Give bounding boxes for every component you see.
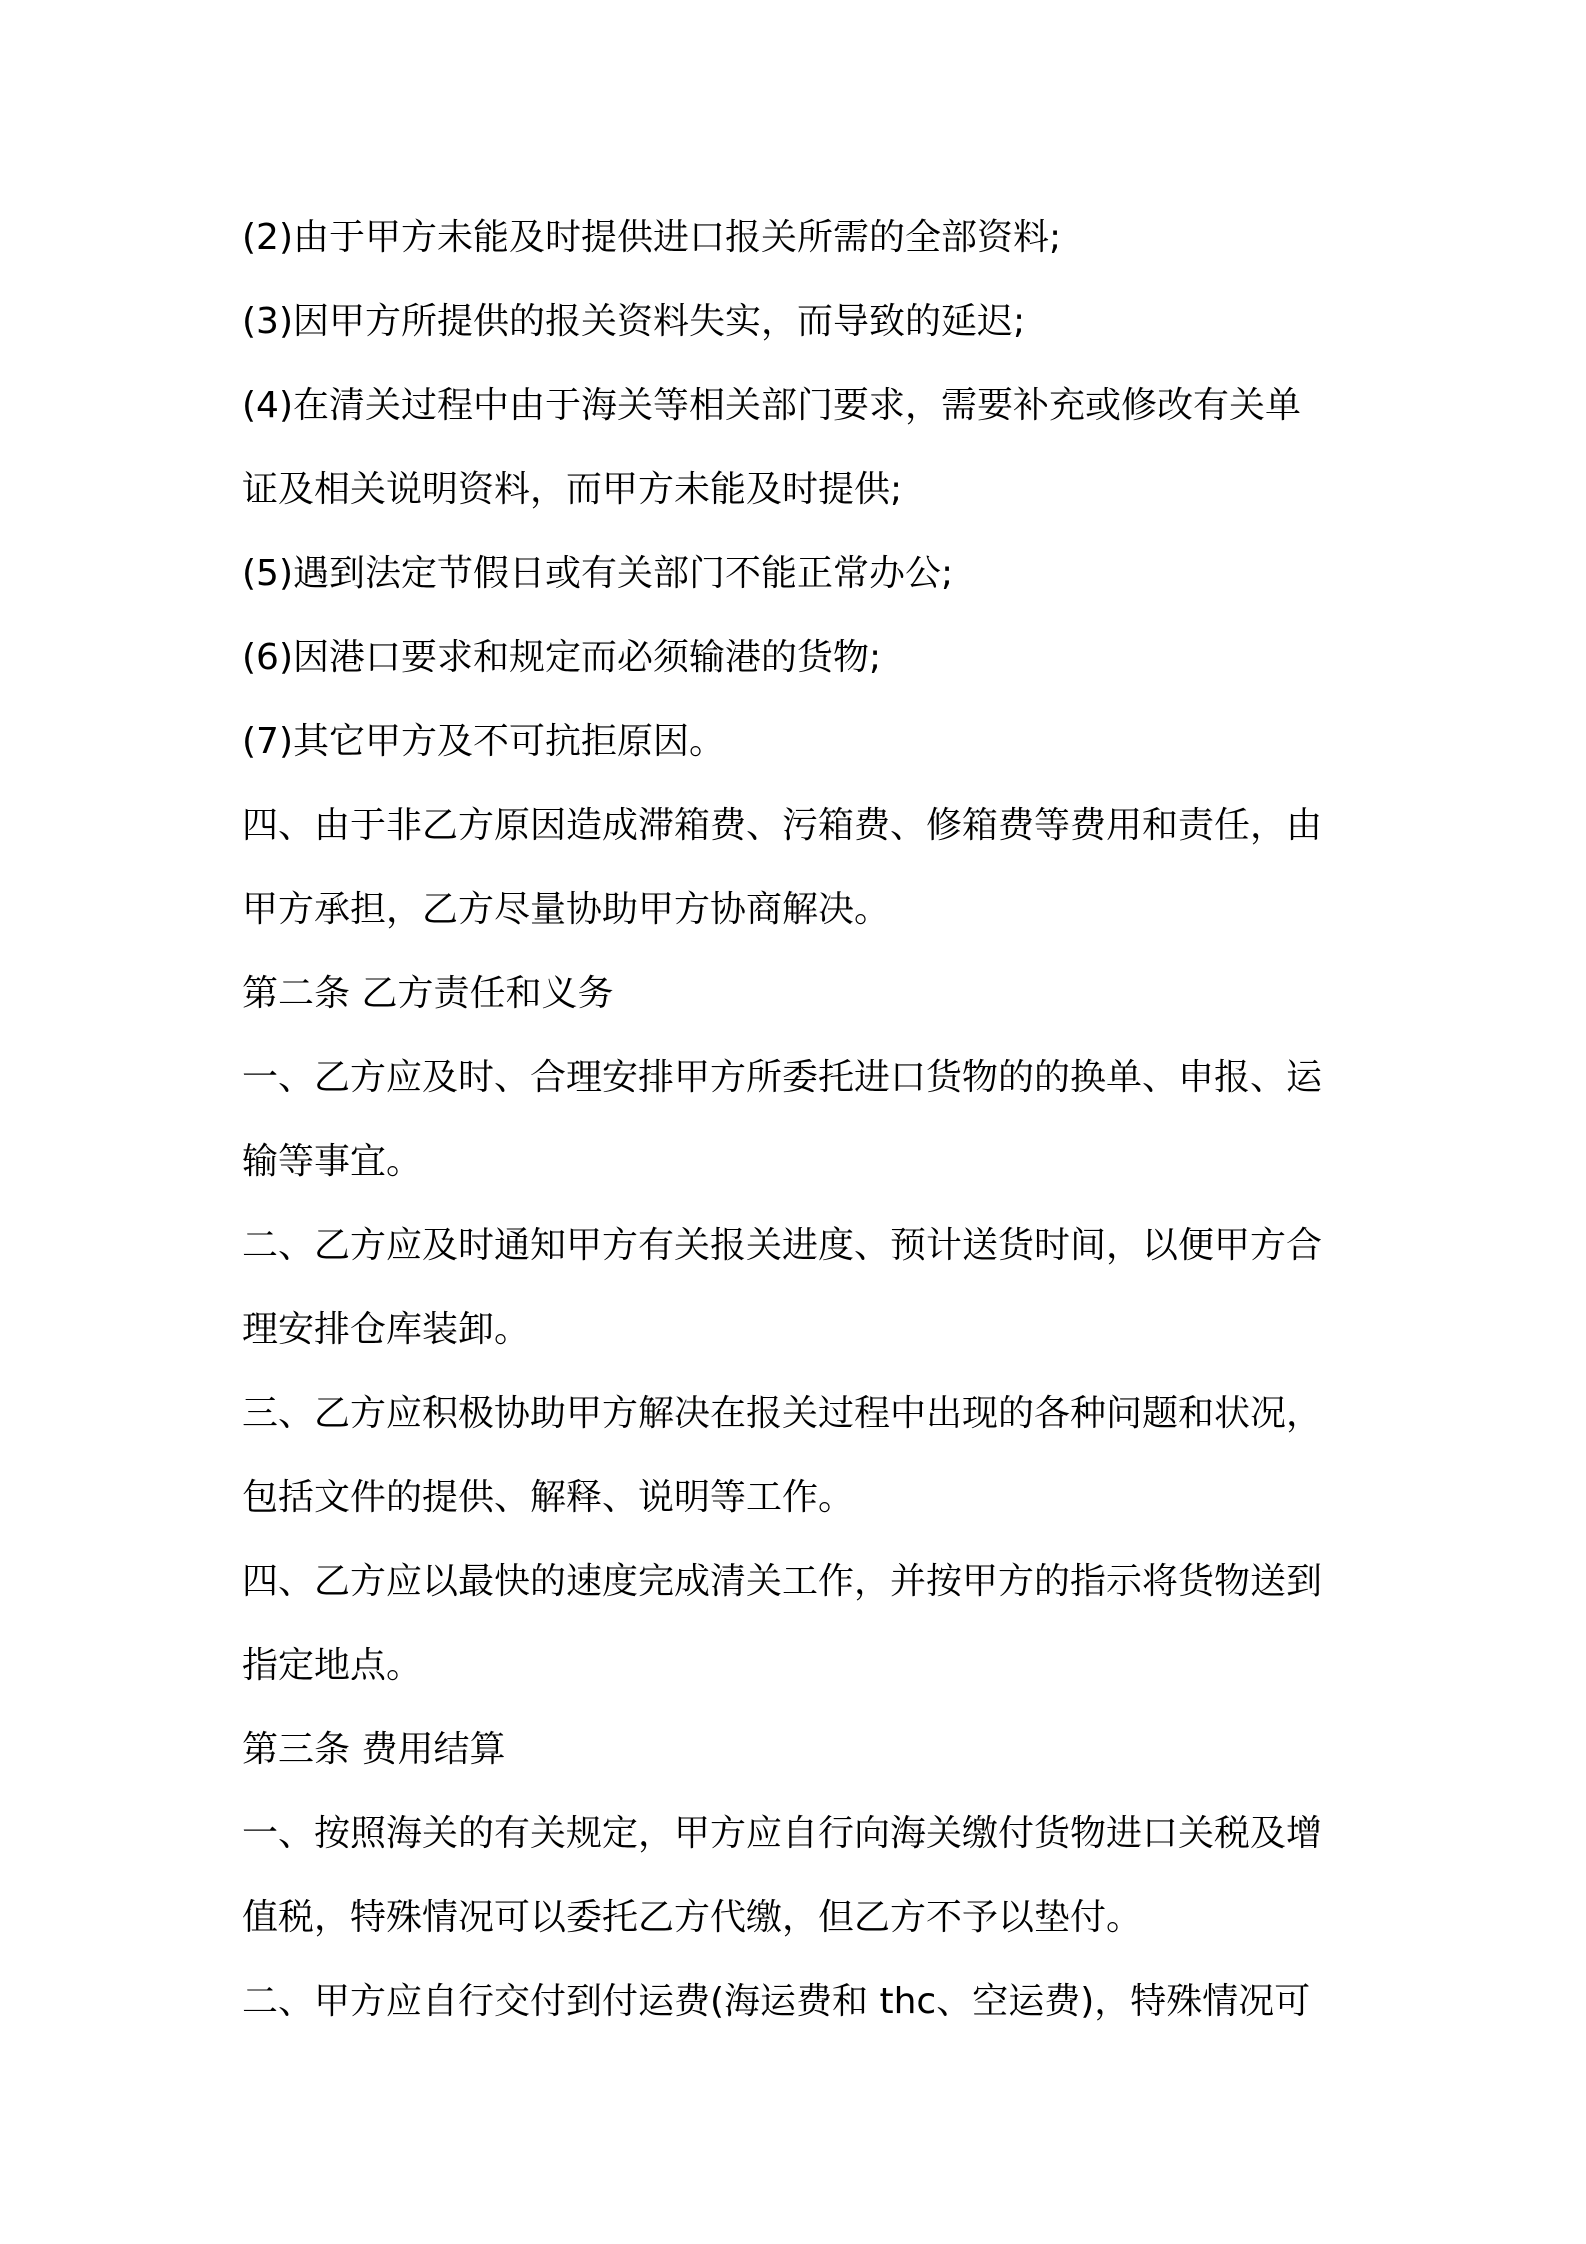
text-line-6: (6)因港口要求和规定而必须输港的货物; — [242, 637, 882, 678]
text-line-4: 证及相关说明资料，而甲方未能及时提供; — [242, 469, 903, 510]
text-line-13: 二、乙方应及时通知甲方有关报关进度、预计送货时间，以便甲方合 — [242, 1225, 1323, 1266]
text-line-1: (2)由于甲方未能及时提供进口报关所需的全部资料; — [242, 217, 1062, 258]
text-line-11: 一、乙方应及时、合理安排甲方所委托进口货物的的换单、申报、运 — [242, 1057, 1323, 1098]
text-line-14: 理安排仓库装卸。 — [242, 1309, 531, 1350]
text-line-12: 输等事宜。 — [242, 1141, 423, 1182]
text-line-7: (7)其它甲方及不可抗拒原因。 — [242, 721, 725, 762]
text-line-15: 三、乙方应积极协助甲方解决在报关过程中出现的各种问题和状况， — [242, 1393, 1323, 1434]
text-line-18: 指定地点。 — [242, 1645, 423, 1686]
section-heading-article-3: 第三条 费用结算 — [242, 1729, 506, 1770]
document-body — [242, 196, 1372, 2044]
text-line-9: 甲方承担，乙方尽量协助甲方协商解决。 — [242, 889, 891, 930]
text-line-8: 四、由于非乙方原因造成滞箱费、污箱费、修箱费等费用和责任，由 — [242, 805, 1323, 846]
text-line-3: (4)在清关过程中由于海关等相关部门要求，需要补充或修改有关单 — [242, 385, 1301, 426]
text-line-21: 值税，特殊情况可以委托乙方代缴，但乙方不予以垫付。 — [242, 1897, 1143, 1938]
text-line-2: (3)因甲方所提供的报关资料失实，而导致的延迟; — [242, 301, 1026, 342]
text-line-17: 四、乙方应以最快的速度完成清关工作，并按甲方的指示将货物送到 — [242, 1561, 1323, 1602]
text-line-22: 二、甲方应自行交付到付运费(海运费和 thc、空运费)，特殊情况可 — [242, 1981, 1311, 2022]
text-line-5: (5)遇到法定节假日或有关部门不能正常办公; — [242, 553, 954, 594]
section-heading-article-2: 第二条 乙方责任和义务 — [242, 973, 614, 1014]
text-line-16: 包括文件的提供、解释、说明等工作。 — [242, 1477, 855, 1518]
text-line-20: 一、按照海关的有关规定，甲方应自行向海关缴付货物进口关税及增 — [242, 1813, 1323, 1854]
